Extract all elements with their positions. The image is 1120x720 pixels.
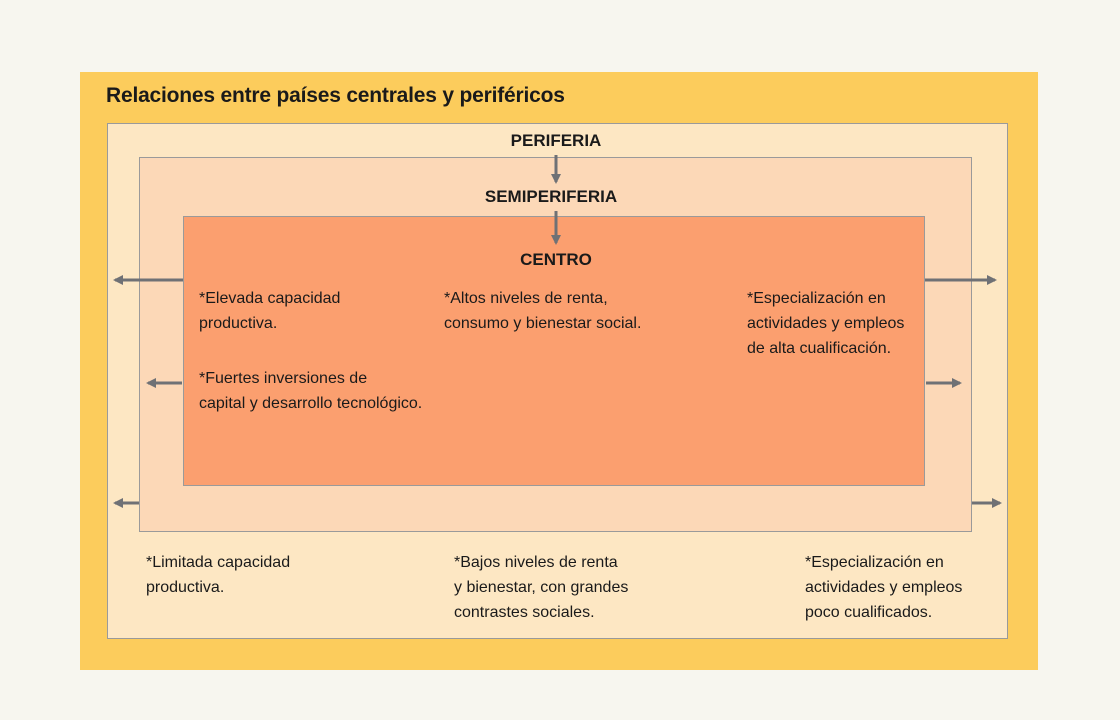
centro-note-4: *Especialización en actividades y empleos de alta cualificación. bbox=[747, 290, 905, 357]
centro-note-1: *Elevada capacidad productiva. bbox=[199, 290, 341, 332]
centro-label: CENTRO bbox=[520, 250, 592, 269]
periferia-note-2: *Bajos niveles de renta y bienestar, con grandes contrastes sociales. bbox=[454, 554, 629, 621]
centro-note-3: *Altos niveles de renta, consumo y bienestar social. bbox=[444, 290, 642, 332]
centro-note-2: *Fuertes inversiones de capital y desarrollo tecnológico. bbox=[199, 370, 423, 412]
periferia-note-3: *Especialización en actividades y empleos poco cualificados. bbox=[805, 554, 963, 621]
semiperiferia-label: SEMIPERIFERIA bbox=[484, 187, 618, 206]
periferia-label: PERIFERIA bbox=[510, 131, 602, 150]
periferia-note-1: *Limitada capacidad productiva. bbox=[146, 554, 291, 596]
diagram-title: Relaciones entre países centrales y periféricos bbox=[106, 84, 565, 107]
